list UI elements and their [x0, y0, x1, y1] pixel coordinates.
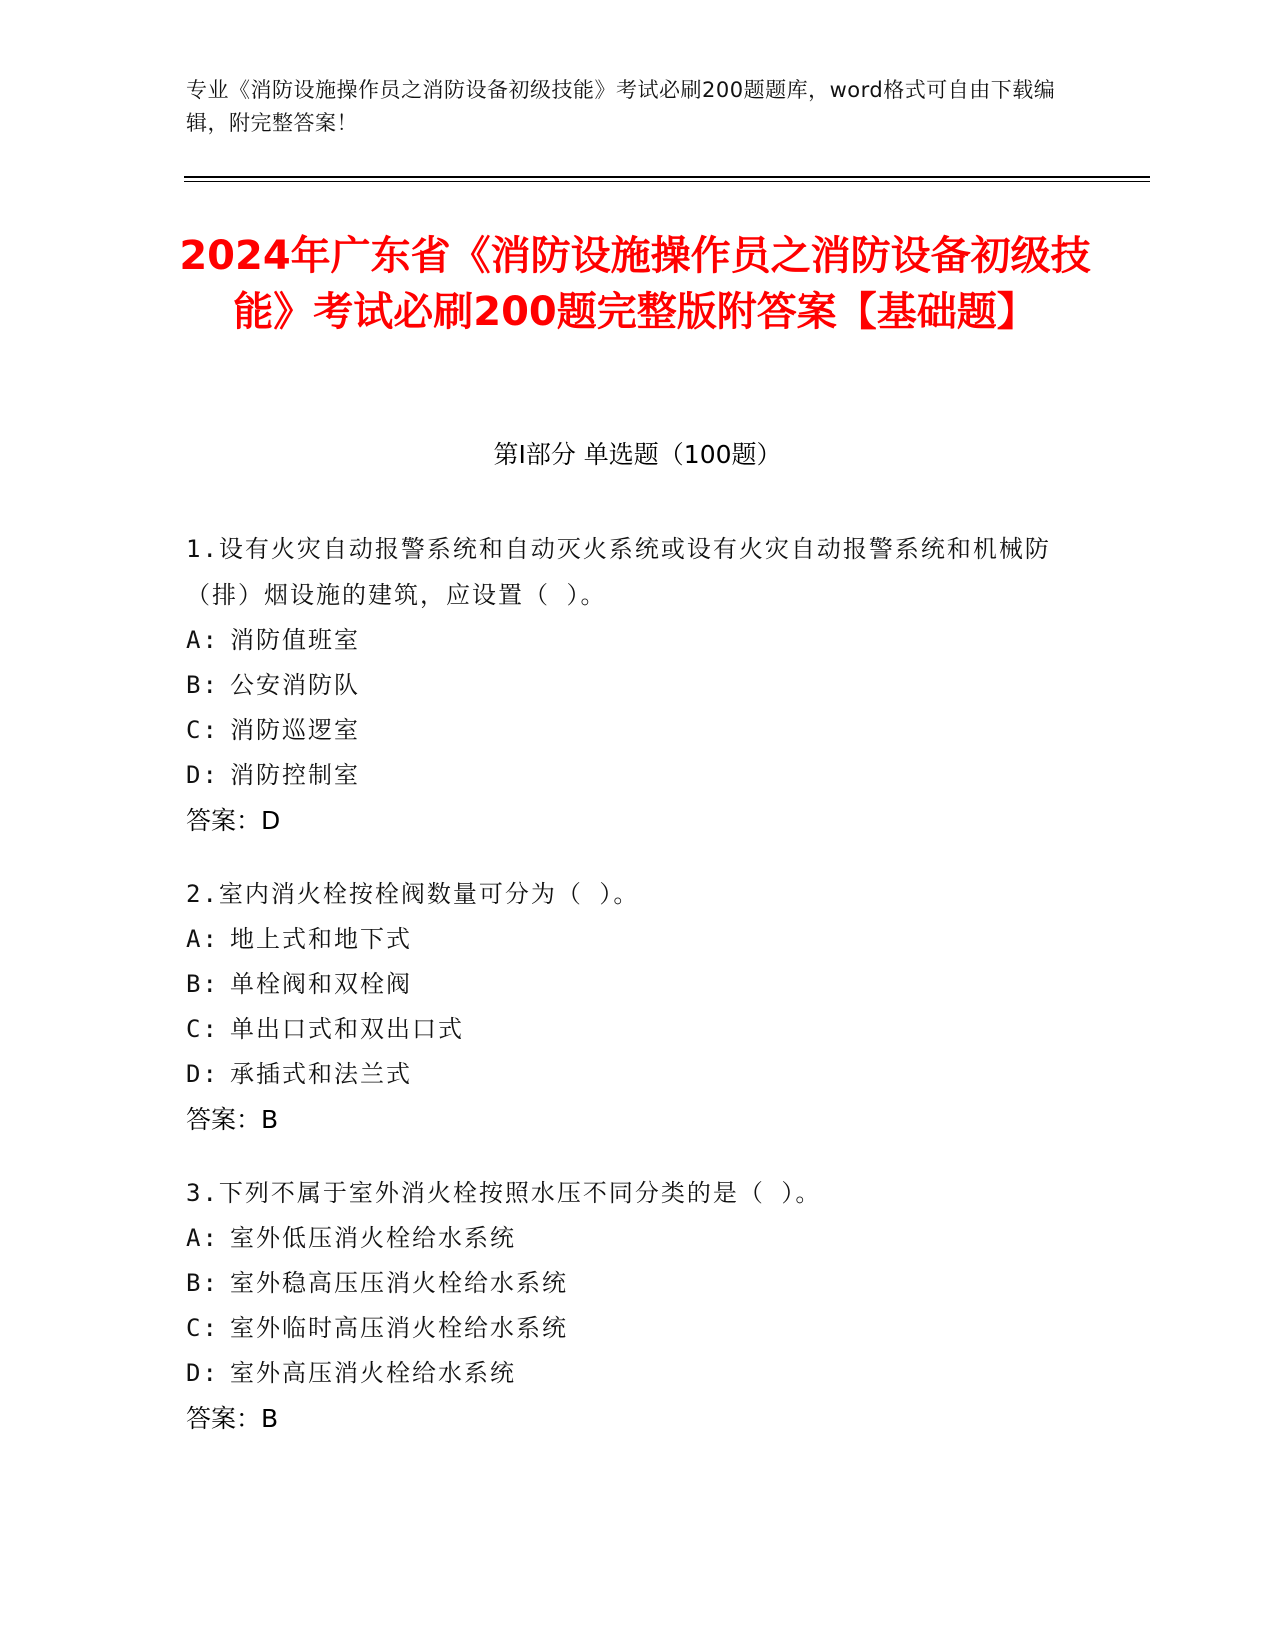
option-text: 消防巡逻室 [230, 716, 360, 744]
option-label: A: [186, 925, 219, 953]
option-a [186, 618, 1066, 663]
option-label: C: [186, 1015, 219, 1043]
option-b [186, 663, 1066, 708]
header-divider-thin [184, 181, 1150, 182]
question-list [186, 526, 1066, 1469]
option-a [186, 917, 1066, 962]
option-text: 消防控制室 [230, 761, 360, 789]
option-label: D: [186, 1060, 219, 1088]
answer: 答案：D [186, 806, 281, 835]
section-title: 第I部分 单选题（100题） [493, 440, 782, 469]
question-1 [186, 526, 1066, 843]
option-b [186, 1261, 1066, 1306]
question-stem: 2.室内消火栓按栓阀数量可分为（ ）。 [186, 880, 640, 908]
option-d [186, 1052, 1066, 1097]
option-text: 地上式和地下式 [230, 925, 412, 953]
option-label: A: [186, 626, 219, 654]
option-text: 公安消防队 [230, 671, 360, 699]
option-label: D: [186, 761, 219, 789]
option-b [186, 962, 1066, 1007]
option-text: 单出口式和双出口式 [230, 1015, 464, 1043]
option-label: D: [186, 1359, 219, 1387]
question-stem: 1.设有火灾自动报警系统和自动灭火系统或设有火灾自动报警系统和机械防（排）烟设施的建筑，应设置（ ）。 [186, 535, 1051, 609]
option-label: C: [186, 1314, 219, 1342]
answer: 答案：B [186, 1404, 279, 1433]
option-label: C: [186, 716, 219, 744]
option-c [186, 708, 1066, 753]
option-label: A: [186, 1224, 219, 1252]
question-stem: 3.下列不属于室外消火栓按照水压不同分类的是（ ）。 [186, 1179, 822, 1207]
option-text: 消防值班室 [230, 626, 360, 654]
option-label: B: [186, 970, 219, 998]
option-text: 单栓阀和双栓阀 [230, 970, 412, 998]
option-c [186, 1306, 1066, 1351]
option-text: 室外低压消火栓给水系统 [230, 1224, 516, 1252]
option-d [186, 1351, 1066, 1396]
option-text: 室外稳高压压消火栓给水系统 [230, 1269, 568, 1297]
header-note: 专业《消防设施操作员之消防设备初级技能》考试必刷200题题库，word格式可自由下载编辑，附完整答案！ [186, 78, 1056, 135]
option-a [186, 1216, 1066, 1261]
option-label: B: [186, 671, 219, 699]
document-title: 2024年广东省《消防设施操作员之消防设备初级技能》考试必刷200题完整版附答案【基础题】 [179, 233, 1091, 335]
header-divider-thick [184, 176, 1150, 178]
option-label: B: [186, 1269, 219, 1297]
option-c [186, 1007, 1066, 1052]
answer: 答案：B [186, 1105, 279, 1134]
option-text: 室外高压消火栓给水系统 [230, 1359, 516, 1387]
option-text: 室外临时高压消火栓给水系统 [230, 1314, 568, 1342]
option-d [186, 753, 1066, 798]
question-2 [186, 871, 1066, 1142]
option-text: 承插式和法兰式 [230, 1060, 412, 1088]
question-3 [186, 1170, 1066, 1441]
